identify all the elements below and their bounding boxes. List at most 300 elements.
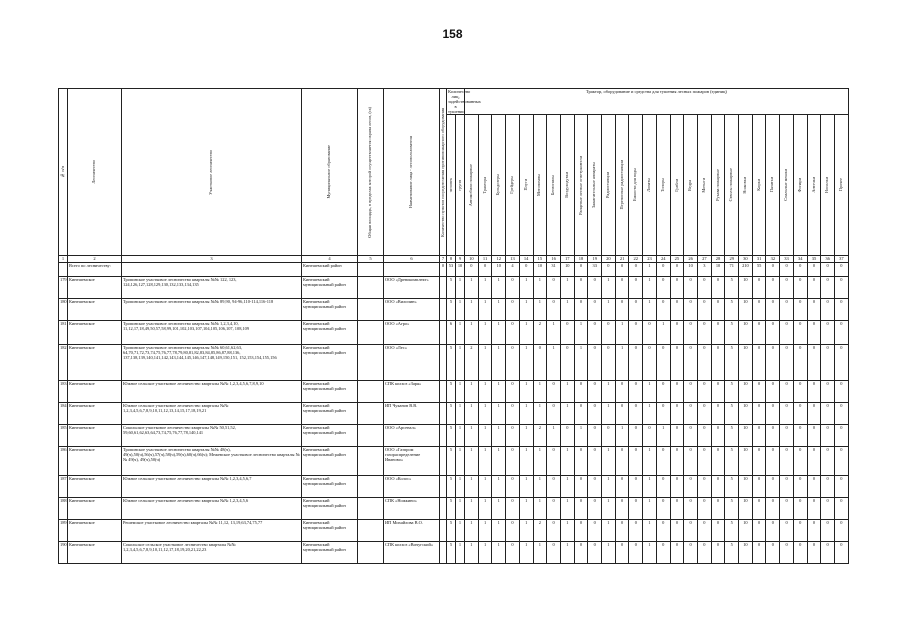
row-value: 5 [725, 321, 739, 345]
row-value: 0 [766, 299, 780, 321]
row-value: 1 [643, 498, 657, 520]
row-value: 1 [519, 498, 533, 520]
header-count-points-text: Количество пунктов сосредоточения противопожарного оборудования [440, 107, 445, 237]
column-number: 26 [684, 256, 698, 263]
row-value: 1 [533, 498, 547, 520]
row-value: 0 [615, 299, 629, 321]
row-number: 182 [59, 345, 68, 381]
row-value: 0 [711, 542, 725, 564]
header-equipment-7 [547, 115, 561, 256]
row-value: 0 [752, 277, 766, 299]
row-area [358, 498, 384, 520]
row-number: 187 [59, 476, 68, 498]
row-value: 0 [615, 447, 629, 476]
row-value: 0 [780, 447, 794, 476]
row-uchastkovoe: Южное сельское участковое лесничество кварталы №№ 1,2,3,4,5,6,7,8,9,10 [122, 381, 302, 403]
row-value: 0 [670, 476, 684, 498]
row-value: 2 [533, 321, 547, 345]
row-value: 0 [656, 476, 670, 498]
header-equipment-23 [766, 115, 780, 256]
row-value: 0 [711, 520, 725, 542]
row-value: 1 [492, 321, 506, 345]
row-value: 0 [629, 299, 643, 321]
row-value: 1 [560, 403, 574, 425]
row-value: 0 [670, 321, 684, 345]
row-number: 188 [59, 498, 68, 520]
row-value: 1 [519, 476, 533, 498]
row-value: 0 [629, 321, 643, 345]
total-value: 0 [670, 263, 684, 277]
header-equipment-20-text: Стволы пожарные [728, 168, 734, 202]
row-value: 5 [447, 520, 456, 542]
row-value: 0 [615, 403, 629, 425]
row-value: 0 [807, 299, 821, 321]
row-value: 0 [807, 498, 821, 520]
row-value: 0 [766, 520, 780, 542]
header-org-text: Наименование лица - лесопользователя [408, 135, 414, 209]
row-lesnichestvo: Кинешемское [68, 498, 122, 520]
column-number: 9 [456, 256, 465, 263]
row-value: 0 [588, 476, 602, 498]
table-row [59, 447, 849, 476]
row-value: 1 [560, 542, 574, 564]
row-value: 2 [465, 345, 479, 381]
row-value: 0 [506, 345, 520, 381]
row-value: 0 [684, 476, 698, 498]
header-equipment-3 [492, 115, 506, 256]
row-value: 1 [465, 299, 479, 321]
row-value: 0 [547, 520, 561, 542]
column-number: 25 [670, 256, 684, 263]
total-value: 10 [456, 263, 465, 277]
column-number: 27 [697, 256, 711, 263]
row-value: 0 [656, 498, 670, 520]
row-municipal: Кинешемский муниципальный район [302, 520, 358, 542]
row-value: 1 [643, 277, 657, 299]
row-value: 0 [656, 299, 670, 321]
row-value: 1 [492, 277, 506, 299]
column-number: 11 [478, 256, 492, 263]
row-municipal: Кинешемский муниципальный район [302, 498, 358, 520]
column-number: 7 [440, 256, 447, 263]
row-value: 0 [780, 321, 794, 345]
row-value: 0 [835, 425, 849, 447]
row-value: 1 [643, 381, 657, 403]
row-value: 1 [560, 381, 574, 403]
row-area [358, 542, 384, 564]
row-value: 1 [643, 476, 657, 498]
row-value: 5 [725, 345, 739, 381]
column-number: 32 [766, 256, 780, 263]
row-value: 0 [506, 321, 520, 345]
column-number: 2 [68, 256, 122, 263]
header-equipment-20 [725, 115, 739, 256]
total-value: 10 [533, 263, 547, 277]
fire-equipment-table [58, 88, 849, 564]
row-value: 1 [465, 403, 479, 425]
row-value: 0 [656, 381, 670, 403]
row-area [358, 476, 384, 498]
row-value: 0 [670, 277, 684, 299]
column-number: 3 [122, 256, 302, 263]
row-value: 0 [629, 520, 643, 542]
page-number: 158 [442, 27, 463, 41]
row-value: 1 [533, 277, 547, 299]
row-organization: СПК «Ножкино» [384, 498, 440, 520]
row-value: 0 [533, 345, 547, 381]
row-value: 0 [793, 299, 807, 321]
row-value: 0 [697, 476, 711, 498]
row-municipal: Кинешемский муниципальный район [302, 277, 358, 299]
row-value: 0 [684, 403, 698, 425]
row-value: 5 [447, 299, 456, 321]
row-number: 181 [59, 321, 68, 345]
row-value: 5 [447, 498, 456, 520]
row-value: 0 [780, 542, 794, 564]
row-value: 1 [560, 476, 574, 498]
row-uchastkovoe: Тропинское участковое лесничество кварталы №№ 89,90, 94-96,110-114,116-118 [122, 299, 302, 321]
row-value: 0 [752, 403, 766, 425]
row-value: 0 [697, 447, 711, 476]
row-value: 0 [629, 498, 643, 520]
row-value: 0 [615, 381, 629, 403]
row-value: 0 [547, 381, 561, 403]
row-value: 0 [684, 498, 698, 520]
row-value: 0 [629, 425, 643, 447]
header-equipment-15-text: Топоры [659, 178, 665, 192]
column-number: 1 [59, 256, 68, 263]
row-value [440, 321, 447, 345]
row-value: 0 [547, 498, 561, 520]
row-value: 0 [752, 447, 766, 476]
row-value: 0 [547, 277, 561, 299]
column-number: 18 [574, 256, 588, 263]
header-equipment-1-text: Автомобили пожарные [467, 163, 473, 207]
row-value: 1 [602, 277, 616, 299]
header-equipment-6-text: Мотопомпы [536, 173, 542, 197]
row-value: 0 [670, 345, 684, 381]
row-value: 0 [835, 381, 849, 403]
header-equipment-23-text: Палатки [769, 177, 775, 193]
row-value: 1 [533, 542, 547, 564]
row-value: 1 [519, 520, 533, 542]
row-value: 1 [492, 542, 506, 564]
row-organization: ИП Чуканов В.В. [384, 403, 440, 425]
row-value: 0 [807, 381, 821, 403]
header-equipment-11 [602, 115, 616, 256]
row-value: 1 [615, 321, 629, 345]
row-value: 0 [629, 542, 643, 564]
total-value: 10 [684, 263, 698, 277]
row-value: 0 [602, 345, 616, 381]
row-value: 0 [629, 277, 643, 299]
row-value: 0 [766, 447, 780, 476]
row-value: 1 [456, 447, 465, 476]
row-value: 5 [447, 403, 456, 425]
header-equipment-5 [519, 115, 533, 256]
row-lesnichestvo: Кинешемское [68, 542, 122, 564]
column-number: 37 [835, 256, 849, 263]
row-number: 179 [59, 277, 68, 299]
row-municipal: Кинешемский муниципальный район [302, 345, 358, 381]
total-value: 31 [547, 263, 561, 277]
row-value: 0 [807, 277, 821, 299]
header-uchastkovoe [122, 89, 302, 256]
row-value: 1 [643, 542, 657, 564]
row-area [358, 277, 384, 299]
row-value: 0 [793, 345, 807, 381]
row-lesnichestvo: Кинешемское [68, 381, 122, 403]
total-value: 0 [780, 263, 794, 277]
row-value: 0 [766, 381, 780, 403]
row-organization: ООО «Газпром газораспределение Иваново» [384, 447, 440, 476]
column-number: 35 [807, 256, 821, 263]
header-equipment-25-text: Фонари [796, 177, 802, 193]
row-value [440, 403, 447, 425]
header-equipment-24-text: Спальные мешки [783, 169, 789, 201]
row-value: 1 [492, 345, 506, 381]
header-equipment-2-text: Трактора [481, 176, 487, 194]
row-municipal: Кинешемский муниципальный район [302, 403, 358, 425]
row-number: 183 [59, 381, 68, 403]
total-value: 53 [447, 263, 456, 277]
row-value: 1 [465, 476, 479, 498]
column-number: 16 [547, 256, 561, 263]
row-value: 1 [547, 321, 561, 345]
row-value: 0 [629, 345, 643, 381]
row-value: 1 [478, 299, 492, 321]
row-value: 1 [519, 321, 533, 345]
row-value: 0 [835, 476, 849, 498]
row-value: 0 [684, 447, 698, 476]
header-equipment-8-text: Воздуходувки [563, 172, 569, 198]
header-groups [456, 115, 465, 256]
row-value: 0 [684, 381, 698, 403]
row-value: 0 [821, 520, 835, 542]
row-value: 0 [821, 345, 835, 381]
row-value: 0 [711, 476, 725, 498]
row-value: 1 [465, 520, 479, 542]
row-value: 0 [793, 381, 807, 403]
row-value: 0 [807, 425, 821, 447]
row-value: 1 [602, 520, 616, 542]
header-equipment-22 [752, 115, 766, 256]
header-equipment-4 [506, 115, 520, 256]
row-value: 5 [725, 381, 739, 403]
row-value: 1 [602, 299, 616, 321]
row-value: 0 [588, 345, 602, 381]
row-value: 0 [560, 321, 574, 345]
row-value: 0 [752, 425, 766, 447]
row-area [358, 321, 384, 345]
row-value: 1 [519, 447, 533, 476]
row-value: 0 [697, 345, 711, 381]
row-value: 0 [615, 476, 629, 498]
column-number: 33 [780, 256, 794, 263]
row-value: 0 [588, 299, 602, 321]
row-value: 0 [574, 447, 588, 476]
row-value: 0 [821, 425, 835, 447]
row-value: 0 [697, 498, 711, 520]
row-value: 0 [560, 425, 574, 447]
row-value: 0 [752, 345, 766, 381]
total-value: 0 [656, 263, 670, 277]
row-value: 1 [492, 425, 506, 447]
column-number: 21 [615, 256, 629, 263]
row-value: 10 [739, 425, 753, 447]
row-value: 0 [780, 299, 794, 321]
total-value: 0 [793, 263, 807, 277]
row-value [440, 345, 447, 381]
column-number: 30 [739, 256, 753, 263]
row-value: 0 [684, 277, 698, 299]
header-equipment-22-text: Кирки [755, 179, 761, 191]
row-value: 0 [793, 520, 807, 542]
row-value: 0 [670, 403, 684, 425]
row-value: 0 [506, 299, 520, 321]
row-value: 0 [684, 425, 698, 447]
row-value: 0 [835, 299, 849, 321]
row-value: 10 [739, 520, 753, 542]
row-organization: ООО «Древокомплект» [384, 277, 440, 299]
row-value: 0 [574, 381, 588, 403]
row-value: 0 [711, 425, 725, 447]
row-value: 0 [615, 542, 629, 564]
row-value: 0 [588, 403, 602, 425]
row-value: 1 [643, 447, 657, 476]
total-value: 10 [560, 263, 574, 277]
row-organization: СПК колхоз «Вичугский» [384, 542, 440, 564]
row-value: 0 [547, 403, 561, 425]
row-value: 6 [447, 321, 456, 345]
row-value: 10 [739, 447, 753, 476]
row-value: 0 [615, 520, 629, 542]
header-lesnichestvo-text: Лесничество [91, 160, 97, 184]
row-value: 1 [602, 381, 616, 403]
row-value: 1 [492, 447, 506, 476]
row-value: 0 [780, 381, 794, 403]
row-value: 0 [574, 476, 588, 498]
row-value: 1 [519, 542, 533, 564]
row-value: 0 [711, 277, 725, 299]
row-value [440, 277, 447, 299]
row-value: 1 [456, 542, 465, 564]
row-value: 10 [739, 542, 753, 564]
row-value: 0 [793, 542, 807, 564]
row-value [440, 381, 447, 403]
row-value: 0 [766, 498, 780, 520]
row-value: 0 [752, 321, 766, 345]
table-row [59, 498, 849, 520]
row-value: 0 [766, 403, 780, 425]
row-area [358, 381, 384, 403]
row-value: 1 [602, 498, 616, 520]
row-value: 0 [684, 299, 698, 321]
row-value: 0 [697, 403, 711, 425]
header-equipment-17-text: Ведра [687, 179, 693, 191]
header-equipment-26-text: Аптечки [810, 177, 816, 193]
row-value: 0 [629, 403, 643, 425]
row-value: 1 [465, 381, 479, 403]
row-value: 0 [711, 299, 725, 321]
row-value: 0 [588, 277, 602, 299]
row-value: 0 [793, 277, 807, 299]
row-value: 1 [602, 403, 616, 425]
column-number: 15 [533, 256, 547, 263]
row-value: 0 [807, 321, 821, 345]
header-equipment-17 [684, 115, 698, 256]
row-value: 5 [725, 520, 739, 542]
row-value: 1 [465, 498, 479, 520]
row-value: 0 [807, 476, 821, 498]
header-equipment-11-text: Радиостанции [605, 172, 610, 198]
total-municipal: Кинешемский район [302, 263, 358, 277]
row-value: 0 [711, 321, 725, 345]
total-value: 10 [711, 263, 725, 277]
total-value: 71 [725, 263, 739, 277]
row-value: 0 [643, 321, 657, 345]
header-equipment-2 [478, 115, 492, 256]
row-value: 1 [478, 403, 492, 425]
table-row [59, 381, 849, 403]
empty-cell [384, 263, 440, 277]
row-value: 1 [456, 403, 465, 425]
row-uchastkovoe: Южное сельское участковое лесничество кварталы №№ 1,2,3,4,5,6,7 [122, 476, 302, 498]
row-value: 0 [588, 498, 602, 520]
row-value: 0 [506, 403, 520, 425]
row-value: 1 [533, 447, 547, 476]
row-value: 0 [835, 403, 849, 425]
row-organization: ИП Михайлова В.О. [384, 520, 440, 542]
row-value: 0 [506, 476, 520, 498]
row-value: 0 [684, 345, 698, 381]
row-number: 190 [59, 542, 68, 564]
row-value: 0 [574, 403, 588, 425]
row-value: 0 [588, 447, 602, 476]
row-value: 0 [835, 498, 849, 520]
header-municipal-text: Муниципальное образование [326, 145, 332, 199]
row-value: 1 [533, 403, 547, 425]
total-value: 0 [478, 263, 492, 277]
column-number: 17 [560, 256, 574, 263]
forest-fire-table-sheet [58, 88, 848, 564]
row-value: 1 [478, 542, 492, 564]
row-value: 0 [793, 321, 807, 345]
header-equipment-19 [711, 115, 725, 256]
row-value: 0 [697, 321, 711, 345]
row-number: 186 [59, 447, 68, 476]
row-value: 5 [725, 277, 739, 299]
row-value: 1 [602, 542, 616, 564]
row-value: 0 [588, 381, 602, 403]
row-value: 1 [560, 520, 574, 542]
row-value: 0 [670, 498, 684, 520]
row-value: 0 [656, 520, 670, 542]
row-value: 1 [615, 345, 629, 381]
row-value: 0 [821, 542, 835, 564]
row-value: 0 [821, 381, 835, 403]
header-equipment-10 [588, 115, 602, 256]
table-row [59, 403, 849, 425]
row-value: 0 [780, 425, 794, 447]
row-value: 10 [739, 345, 753, 381]
row-value [440, 425, 447, 447]
row-value [440, 299, 447, 321]
row-uchastkovoe: Тропинское участковое лесничество кварталы №№ 60,61,62,63, 64,70,71,72,73,74,75,76,77,78,79,80,81,82,83,84,85,86,87,88,136, 137,138,139,140,141,142,143,144,145,146,147,148,149,150,151, 152,153,154,155,156 [122, 345, 302, 381]
column-number: 20 [602, 256, 616, 263]
row-value: 1 [574, 321, 588, 345]
header-equipment-9-text: Ранцевые лесные огнетушители [577, 155, 583, 215]
